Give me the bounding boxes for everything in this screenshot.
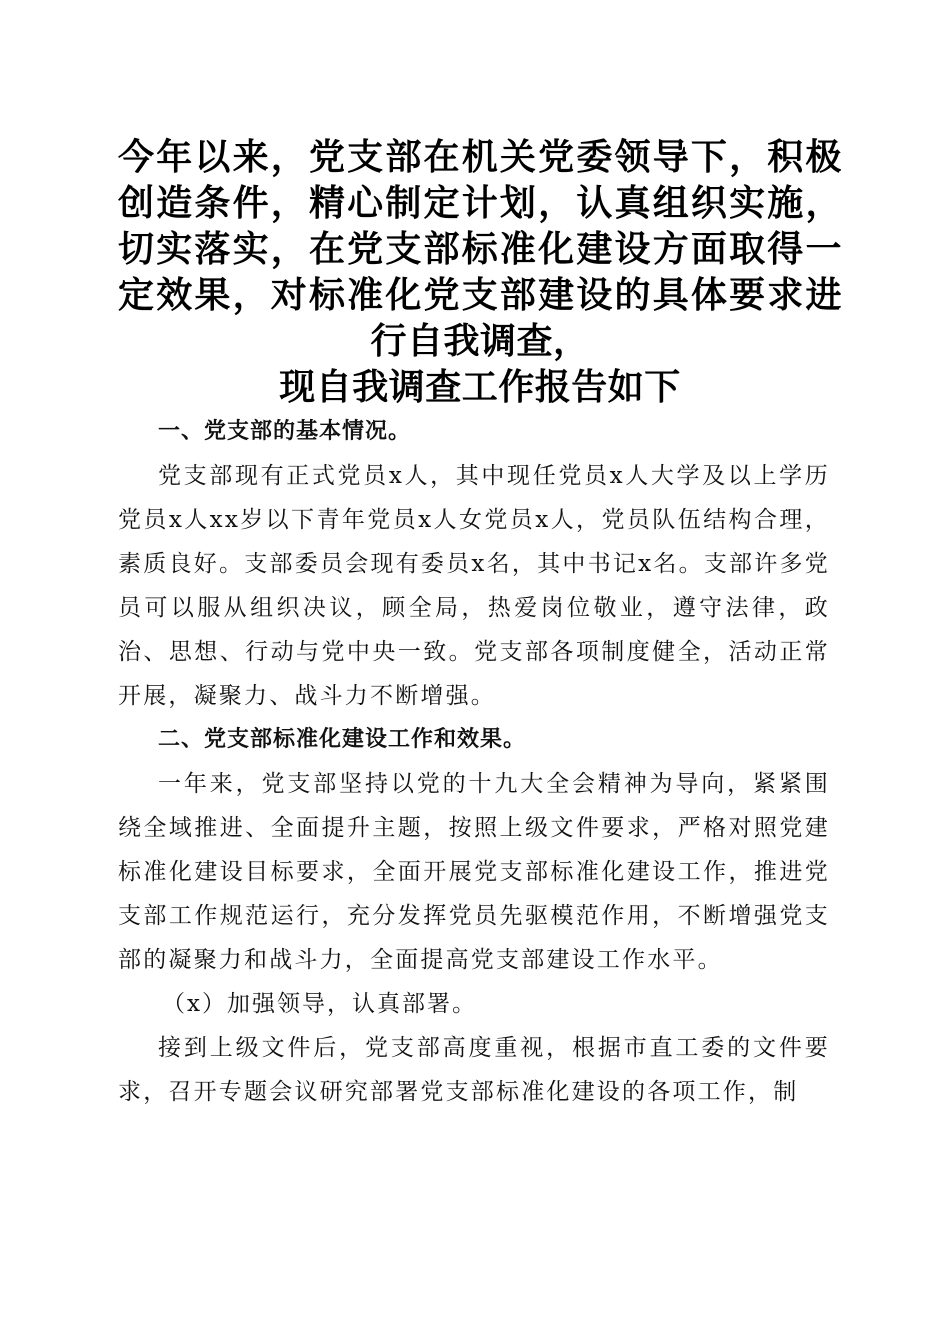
subsection-heading-leadership: （x）加强领导，认真部署。 bbox=[162, 991, 477, 1017]
section-heading-basic-info: 一、党支部的基本情况。 bbox=[158, 419, 412, 444]
paragraph-basic-info: 党支部现有正式党员x人，其中现任党员x人大学及以上学历党员x人xx岁以下青年党员x人女党员x人，党员队伍结构合理，素质良好。支部委员会现有委员x名，其中书记x名。支部许多党员可以服从组织决议，顾全局，热爱岗位敬业，遵守法律，政治、思想、行动与党中央一致。党支部各项制度健全，活动正常开展，凝聚力、战斗力不断增强。 bbox=[118, 463, 830, 709]
document-body bbox=[118, 410, 830, 1114]
title-last-line: 现自我调查工作报告如下 bbox=[279, 366, 681, 408]
section-heading-standardization: 二、党支部标准化建设工作和效果。 bbox=[158, 727, 527, 752]
title-main-text: 今年以来，党支部在机关党委领导下，积极创造条件，精心制定计划，认真组织实施，切实落实，在党支部标准化建设方面取得一定效果，对标准化党支部建设的具体要求进行自我调查， bbox=[118, 136, 842, 362]
paragraph-standardization: 一年来，党支部坚持以党的十九大全会精神为导向，紧紧围绕全域推进、全面提升主题，按照上级文件要求，严格对照党建标准化建设目标要求，全面开展党支部标准化建设工作，推进党支部工作规范运行，充分发挥党员先驱模范作用，不断增强党支部的凝聚力和战斗力，全面提高党支部建设工作水平。 bbox=[118, 771, 830, 973]
paragraph-leadership: 接到上级文件后，党支部高度重视，根据市直工委的文件要求，召开专题会议研究部署党支部标准化建设的各项工作，制 bbox=[118, 1035, 830, 1105]
document-title bbox=[118, 134, 842, 410]
